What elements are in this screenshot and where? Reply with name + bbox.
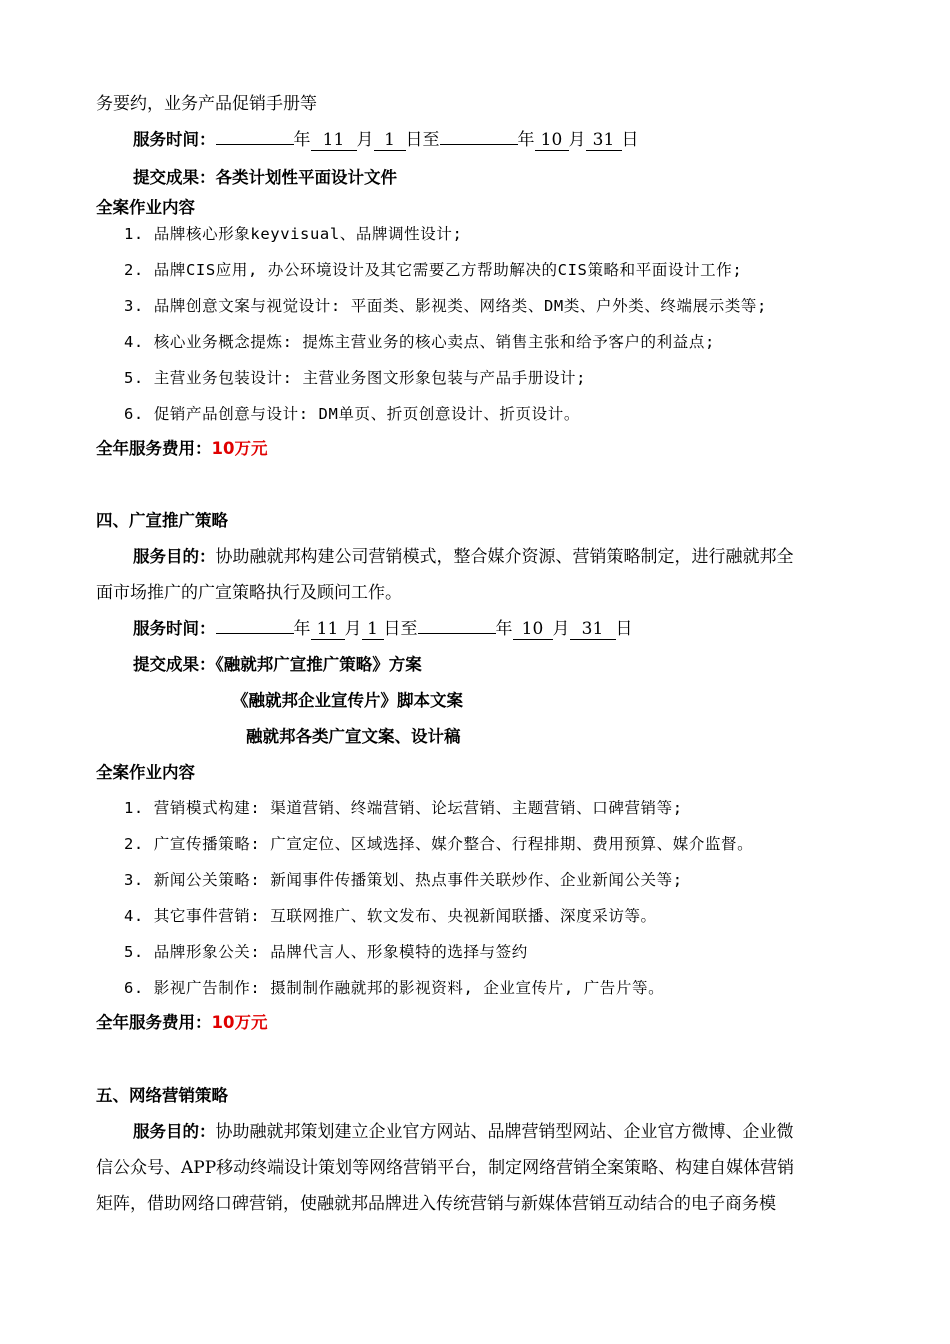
list-item: 2. 品牌CIS应用, 办公环境设计及其它需要乙方帮助解决的CIS策略和平面设计工作;	[124, 261, 743, 279]
list-item: 1. 品牌核心形象keyvisual、品牌调性设计;	[124, 225, 463, 243]
year-blank	[216, 633, 294, 634]
purpose-label: 服务目的：	[133, 1122, 216, 1141]
work-content-title: 全案作业内容	[96, 198, 195, 217]
list-item: 5. 主营业务包装设计: 主营业务图文形象包装与产品手册设计;	[124, 369, 587, 387]
list-item: 3. 新闻公关策略: 新闻事件传播策划、热点事件关联炒作、企业新闻公关等;	[124, 871, 683, 889]
day-unit: 日	[621, 130, 639, 150]
year-unit: 年	[495, 619, 513, 639]
work-content-title: 全案作业内容	[96, 763, 195, 782]
month-unit: 月	[568, 130, 586, 150]
section-heading: 四、广宣推广策略	[96, 511, 228, 530]
purpose-label: 服务目的：	[133, 547, 216, 566]
day-value: 1	[374, 130, 406, 151]
list-item: 5. 品牌形象公关: 品牌代言人、形象模特的选择与签约	[124, 943, 528, 961]
result-label: 提交成果：	[133, 655, 216, 674]
day-value: 1	[362, 619, 384, 640]
list-item: 1. 营销模式构建: 渠道营销、终端营销、论坛营销、主题营销、口碑营销等;	[124, 799, 683, 817]
service-time-line	[133, 618, 633, 640]
list-item: 3. 品牌创意文案与视觉设计: 平面类、影视类、网络类、DM类、户外类、终端展示类等;	[124, 297, 767, 315]
annual-fee-value: 10万元	[211, 1013, 268, 1032]
purpose-line	[133, 1121, 794, 1143]
day-value: 31	[586, 130, 622, 151]
service-time-line	[133, 129, 639, 151]
month-value: 11	[311, 619, 345, 640]
list-item: 4. 核心业务概念提炼: 提炼主营业务的核心卖点、销售主张和给予客户的利益点;	[124, 333, 715, 351]
day-value: 31	[570, 619, 616, 640]
annual-fee-label: 全年服务费用：	[96, 439, 212, 458]
service-time-label: 服务时间：	[133, 619, 216, 638]
year-unit: 年	[293, 619, 311, 639]
month-value: 11	[311, 130, 357, 151]
continuation-text: 务要约，业务产品促销手册等	[96, 94, 317, 114]
purpose-text: 面市场推广的广宣策略执行及顾问工作。	[96, 583, 402, 603]
year-unit: 年	[517, 130, 535, 150]
purpose-line	[133, 546, 794, 568]
purpose-text: 协助融就邦策划建立企业官方网站、品牌营销型网站、企业官方微博、企业微	[215, 1122, 794, 1142]
purpose-text: 矩阵，借助网络口碑营销，使融就邦品牌进入传统营销与新媒体营销互动结合的电子商务模	[96, 1194, 776, 1214]
month-unit: 月	[344, 619, 362, 639]
day-unit: 日至	[383, 619, 418, 639]
annual-fee-line	[96, 1012, 267, 1034]
month-unit: 月	[356, 130, 374, 150]
month-value: 10	[535, 130, 569, 151]
year-blank	[216, 144, 294, 145]
annual-fee-value: 10万元	[211, 439, 268, 458]
day-unit: 日至	[405, 130, 440, 150]
service-time-label: 服务时间：	[133, 130, 216, 149]
list-item: 6. 促销产品创意与设计: DM单页、折页创意设计、折页设计。	[124, 405, 580, 423]
list-item: 6. 影视广告制作: 摄制制作融就邦的影视资料, 企业宣传片, 广告片等。	[124, 979, 665, 997]
purpose-text: 信公众号、APP移动终端设计策划等网络营销平台，制定网络营销全案策略、构建自媒体营销	[96, 1158, 795, 1178]
day-unit: 日	[615, 619, 633, 639]
annual-fee-line	[96, 438, 267, 460]
month-unit: 月	[552, 619, 570, 639]
month-value: 10	[513, 619, 553, 640]
result-item: 融就邦各类广宣文案、设计稿	[246, 727, 461, 746]
result-item: 《融就邦广宣推广策略》方案	[215, 655, 422, 674]
year-unit: 年	[293, 130, 311, 150]
section-heading: 五、网络营销策略	[96, 1086, 228, 1105]
result-line	[133, 654, 422, 676]
annual-fee-label: 全年服务费用：	[96, 1013, 212, 1032]
list-item: 4. 其它事件营销: 互联网推广、软文发布、央视新闻联播、深度采访等。	[124, 907, 657, 925]
result-item: 《融就邦企业宣传片》脚本文案	[232, 691, 463, 710]
result-line: 提交成果：各类计划性平面设计文件	[133, 168, 397, 187]
purpose-text: 协助融就邦构建公司营销模式，整合媒介资源、营销策略制定，进行融就邦全	[215, 547, 794, 567]
year-blank	[440, 144, 518, 145]
year-blank	[418, 633, 496, 634]
list-item: 2. 广宣传播策略: 广宣定位、区域选择、媒介整合、行程排期、费用预算、媒介监督。	[124, 835, 754, 853]
